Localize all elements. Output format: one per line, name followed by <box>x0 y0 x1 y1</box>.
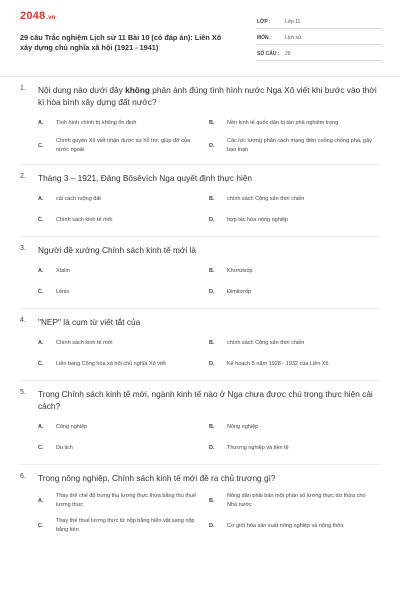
header <box>0 0 400 75</box>
question-header <box>20 172 380 184</box>
option-letter: D. <box>209 217 215 223</box>
question-text-part: Trong nông nghiệp, Chính sách kinh tế mới đề ra chủ trương gì? <box>38 473 276 483</box>
answer-option[interactable] <box>209 116 380 130</box>
answer-option[interactable] <box>38 192 209 206</box>
meta-value: Lớp 11 <box>285 18 301 25</box>
question-number: 5. <box>20 388 26 396</box>
question-header <box>20 244 380 256</box>
answer-option[interactable] <box>209 213 380 227</box>
option-text: chính sách Cộng sản thời chiến <box>227 195 305 202</box>
answer-option[interactable] <box>209 357 380 371</box>
option-letter: D. <box>209 289 215 295</box>
logo-tld: .vn <box>46 15 56 21</box>
answer-option[interactable] <box>38 264 209 278</box>
question-header <box>20 316 380 328</box>
answer-option[interactable] <box>209 492 380 510</box>
question-number: 2. <box>20 172 26 180</box>
option-text: Khơrútxốp <box>227 267 253 274</box>
answer-option[interactable] <box>38 441 209 455</box>
option-text: Các lực lượng phản cách mạng điên cuồng chống phá, gây bạo loạn <box>227 138 372 153</box>
answer-option[interactable] <box>38 517 209 535</box>
option-letter: C. <box>38 143 44 149</box>
meta-key: SỐ CÂU : <box>257 50 280 57</box>
meta-row-subject <box>257 31 382 45</box>
option-text: Nông nghiệp <box>227 423 259 430</box>
option-text: Công nghiệp <box>56 423 88 430</box>
answer-option[interactable] <box>209 441 380 455</box>
logo-text: 2048 <box>20 10 46 22</box>
question-number: 3. <box>20 244 26 252</box>
option-text: chính sách Cộng sản thời chiến <box>227 339 305 346</box>
option-letter: C. <box>38 523 44 529</box>
answer-option[interactable] <box>38 137 209 155</box>
question-text-part: Nội dung nào dưới đây <box>38 85 126 95</box>
option-text: Nông dân phải bán một phần số lương thực dư thừa cho Nhà nước <box>227 493 366 508</box>
answer-options <box>20 116 380 162</box>
header-divider <box>0 76 400 77</box>
question-text-part: Trong Chính sách kinh tế mới, ngành kinh tế nào ở Nga chưa được chú trọng thực hiện cải cách? <box>38 389 373 411</box>
answer-option[interactable] <box>209 192 380 206</box>
question-header <box>20 472 380 484</box>
answer-option[interactable] <box>38 116 209 130</box>
answer-option[interactable] <box>209 285 380 299</box>
question-block <box>0 84 400 165</box>
question-divider <box>20 236 380 237</box>
answer-option[interactable] <box>209 336 380 350</box>
question-text <box>38 84 380 108</box>
answer-options <box>20 336 380 378</box>
option-text: Nền kinh tế quốc dân bị tàn phá nghiêm trọng <box>227 119 339 126</box>
option-text: Liên bang Cộng hòa xã hội chủ nghĩa Xô viết <box>56 360 166 367</box>
option-text: Thay thế chế độ trưng thu lương thực thừa bằng thu thuế lương thực <box>56 493 197 508</box>
meta-key: LỚP : <box>257 18 271 25</box>
question-text-part: Người đề xướng Chính sách kinh tế mới là <box>38 245 196 255</box>
option-letter: B. <box>209 498 215 504</box>
option-letter: D. <box>209 361 215 367</box>
option-text: Chính quyền Xô viết nhận được sự hỗ trợ, giúp đỡ của nước ngoài <box>56 138 191 153</box>
option-text: cải cách ruộng đất <box>56 195 101 202</box>
answer-option[interactable] <box>38 336 209 350</box>
option-letter: B. <box>209 340 215 346</box>
answer-option[interactable] <box>38 492 209 510</box>
meta-row-class <box>257 15 382 29</box>
option-text: Cơ giới hóa sản xuất nông nghiệp và nông thôn <box>227 522 344 529</box>
question-list <box>0 84 400 542</box>
question-divider <box>20 164 380 165</box>
meta-row-count <box>257 47 382 61</box>
answer-option[interactable] <box>209 420 380 434</box>
page-title: 29 câu Trắc nghiệm Lịch sử 11 Bài 10 (có đáp án): Liên Xô xây dựng chủ nghĩa xã hội (1921 - 1941) <box>20 33 222 52</box>
option-text: Kế hoạch 5 năm 1928 - 1932 của Liên Xô <box>227 360 329 367</box>
option-letter: A. <box>38 268 44 274</box>
question-block <box>0 172 400 237</box>
question-text <box>38 316 380 328</box>
option-letter: A. <box>38 120 44 126</box>
option-letter: C. <box>38 445 44 451</box>
answer-option[interactable] <box>209 517 380 535</box>
option-letter: C. <box>38 289 44 295</box>
answer-option[interactable] <box>209 137 380 155</box>
meta-panel <box>257 15 382 63</box>
question-block <box>0 388 400 465</box>
option-text: hợp tác hóa nông nghiệp <box>227 216 289 223</box>
answer-option[interactable] <box>38 213 209 227</box>
question-text <box>38 388 380 412</box>
option-text: Thay thế thuế lương thực từ nộp bằng hiện vật sang nộp bằng tiền <box>56 518 195 533</box>
option-letter: D. <box>209 143 215 149</box>
question-divider <box>20 380 380 381</box>
question-block <box>0 316 400 381</box>
option-text: Tình hình chính trị không ổn định <box>56 119 137 126</box>
question-header <box>20 84 380 108</box>
option-letter: D. <box>209 445 215 451</box>
question-divider <box>20 308 380 309</box>
meta-value: 29 <box>285 50 291 57</box>
question-text <box>38 472 380 484</box>
question-divider <box>20 464 380 465</box>
answer-options <box>20 264 380 306</box>
site-logo[interactable] <box>20 10 56 22</box>
answer-options <box>20 192 380 234</box>
question-text <box>38 244 380 256</box>
question-block <box>0 472 400 542</box>
question-text-part: "NEP" là cụm từ viết tắt của <box>38 317 141 327</box>
question-header <box>20 388 380 412</box>
meta-key: MÔN : <box>257 34 272 41</box>
answer-option[interactable] <box>209 264 380 278</box>
option-letter: B. <box>209 424 215 430</box>
option-letter: C. <box>38 217 44 223</box>
option-letter: C. <box>38 361 44 367</box>
option-letter: A. <box>38 424 44 430</box>
option-letter: B. <box>209 196 215 202</box>
option-text: Chính sách kinh tế mới <box>56 339 113 346</box>
option-text: Đimitơrốp <box>227 288 252 295</box>
question-text-part: phản ánh đúng tình hình nước Nga Xô viết khi bước vào thời kì hòa bình xây dựng đất nước? <box>38 85 377 107</box>
option-letter: A. <box>38 196 44 202</box>
answer-option[interactable] <box>38 357 209 371</box>
question-block <box>0 244 400 309</box>
option-letter: A. <box>38 340 44 346</box>
answer-option[interactable] <box>38 285 209 299</box>
option-letter: D. <box>209 523 215 529</box>
question-number: 1. <box>20 84 26 92</box>
question-text <box>38 172 380 184</box>
option-text: Chính sách kinh tế mới <box>56 216 113 223</box>
answer-options <box>20 420 380 462</box>
option-text: Xtalin <box>56 267 70 274</box>
option-text: Thương nghiệp và tiền tệ <box>227 444 289 451</box>
meta-value: Lịch sử <box>285 34 302 41</box>
option-text: Du lịch <box>56 444 73 451</box>
answer-option[interactable] <box>38 420 209 434</box>
option-letter: A. <box>38 498 44 504</box>
option-letter: B. <box>209 120 215 126</box>
option-letter: B. <box>209 268 215 274</box>
question-text-part: Tháng 3 – 1921, Đảng Bôsêvích Nga quyết định thực hiện <box>38 173 253 183</box>
question-number: 4. <box>20 316 26 324</box>
question-text-emphasis: không <box>125 85 150 95</box>
option-text: Lênin <box>56 288 70 295</box>
answer-options <box>20 492 380 542</box>
question-number: 6. <box>20 472 26 480</box>
